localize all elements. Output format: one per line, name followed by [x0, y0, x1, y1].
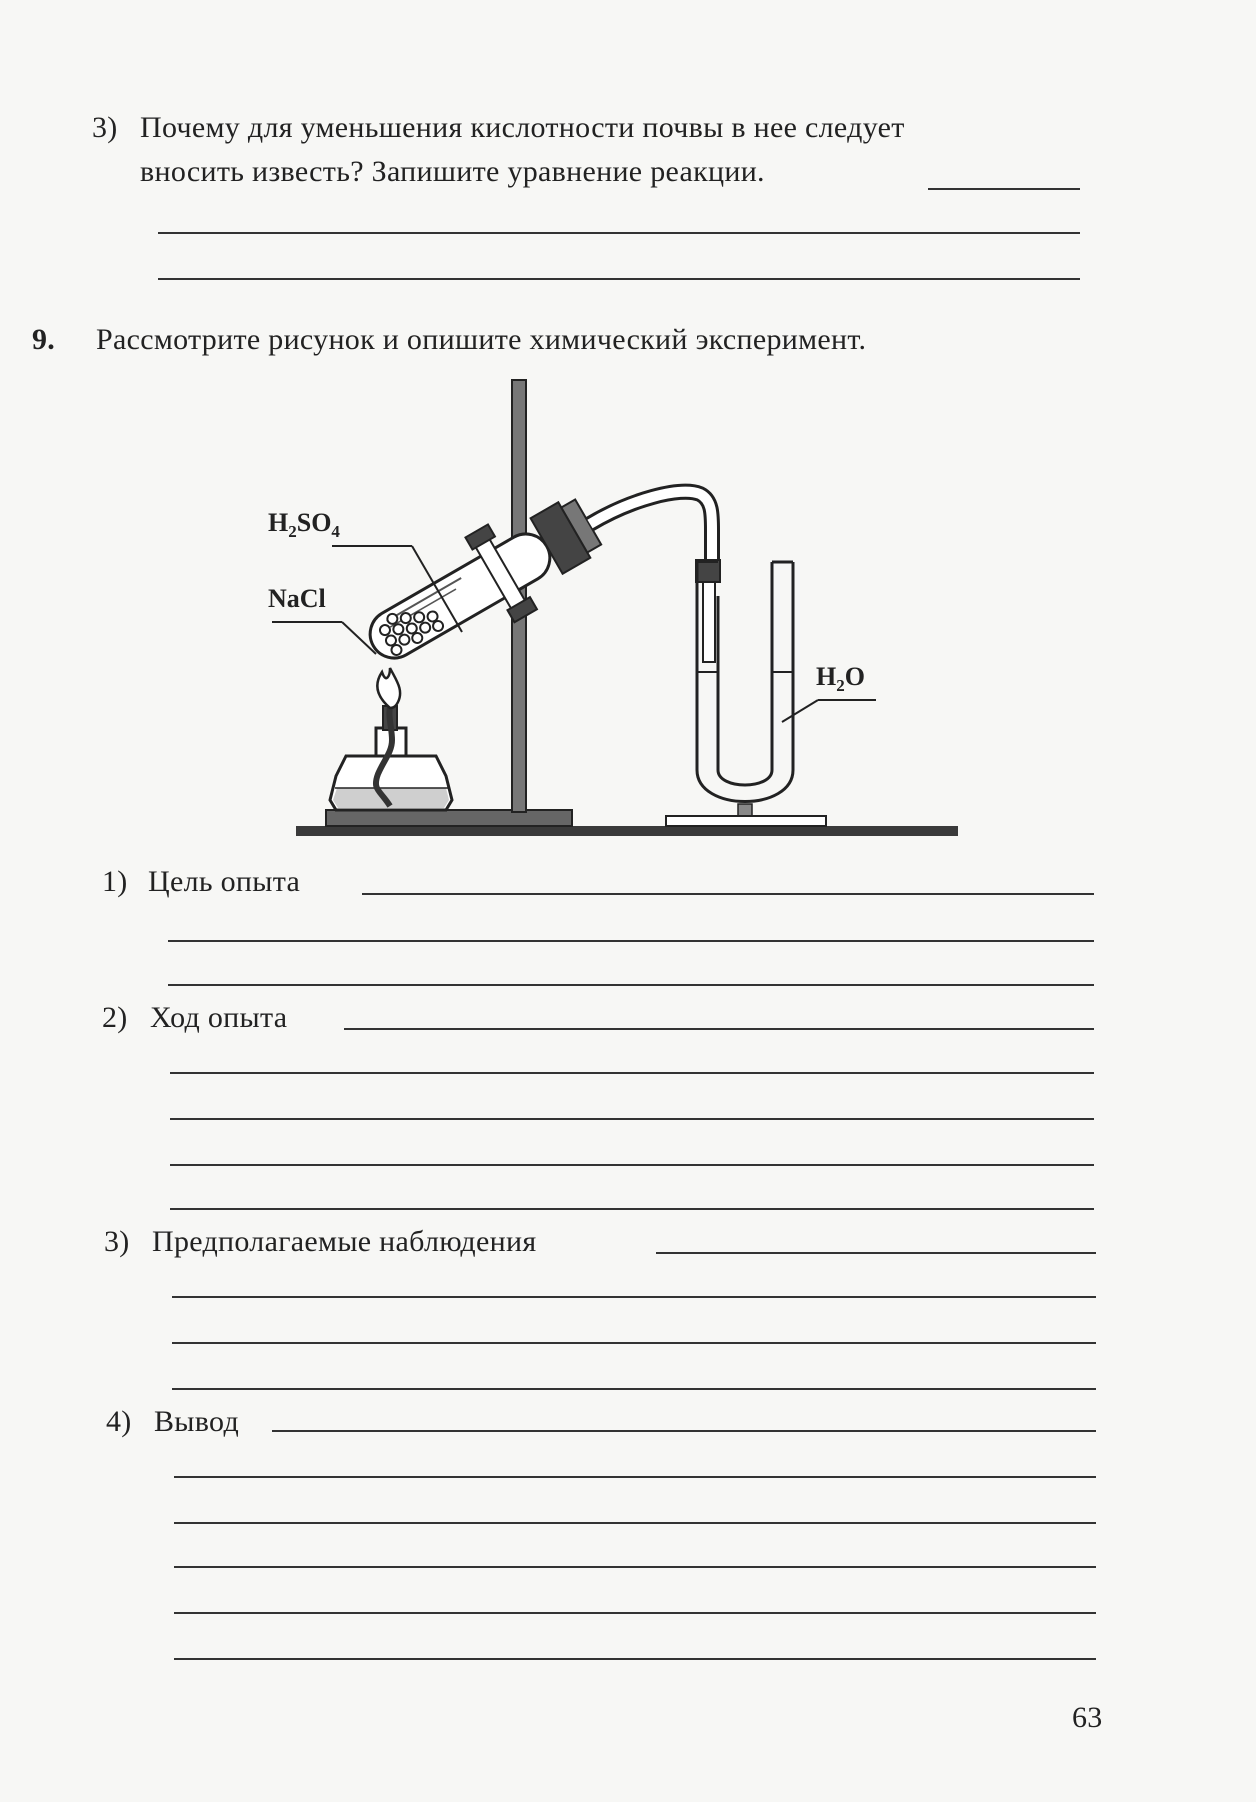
question3-prev-line2: вносить известь? Запишите уравнение реакции.: [140, 155, 765, 188]
nacl-label: NaCl: [268, 584, 326, 613]
answer-line[interactable]: [174, 1476, 1096, 1478]
page-number: 63: [1072, 1701, 1103, 1734]
answer-line[interactable]: [172, 1388, 1096, 1390]
h2so4-label: $H_2SO_4$: [268, 508, 340, 541]
answer-line[interactable]: [172, 1296, 1096, 1298]
task9-number: 9.: [32, 323, 56, 356]
answer-line[interactable]: [656, 1252, 1096, 1254]
answer-line[interactable]: [170, 1164, 1094, 1166]
answer-line[interactable]: [272, 1430, 1096, 1432]
item1-label: Цель опыта: [148, 865, 301, 898]
answer-line[interactable]: [170, 1072, 1094, 1074]
task9-text: Рассмотрите рисунок и опишите химический эксперимент.: [96, 323, 867, 356]
lab-apparatus-figure: [0, 0, 1256, 860]
answer-line[interactable]: [174, 1612, 1096, 1614]
item3-label: Предполагаемые наблюдения: [152, 1225, 537, 1258]
answer-line[interactable]: [170, 1208, 1094, 1210]
answer-line[interactable]: [362, 893, 1094, 895]
item1-number: 1): [102, 865, 128, 898]
test-tube: [349, 480, 613, 689]
question3-prev-number: 3): [92, 111, 118, 144]
answer-line[interactable]: [174, 1658, 1096, 1660]
answer-line[interactable]: [168, 984, 1094, 986]
answer-line[interactable]: [344, 1028, 1094, 1030]
answer-line[interactable]: [174, 1522, 1096, 1524]
answer-line[interactable]: [172, 1342, 1096, 1344]
base-plate: [296, 826, 958, 836]
item4-label: Вывод: [154, 1405, 240, 1438]
stand-base: [326, 810, 572, 826]
spirit-lamp: [330, 668, 452, 810]
item3-number: 3): [104, 1225, 130, 1258]
item2-label: Ход опыта: [150, 1001, 288, 1034]
answer-line[interactable]: [170, 1118, 1094, 1120]
answer-line[interactable]: [168, 940, 1094, 942]
item2-number: 2): [102, 1001, 128, 1034]
u-tube: [666, 560, 826, 826]
answer-line[interactable]: [174, 1566, 1096, 1568]
question3-prev-line1: Почему для уменьшения кислотности почвы в нее следует: [140, 111, 905, 144]
item4-number: 4): [106, 1405, 132, 1438]
h2o-label: $H_2O$: [816, 662, 865, 695]
delivery-tube: [590, 492, 712, 560]
